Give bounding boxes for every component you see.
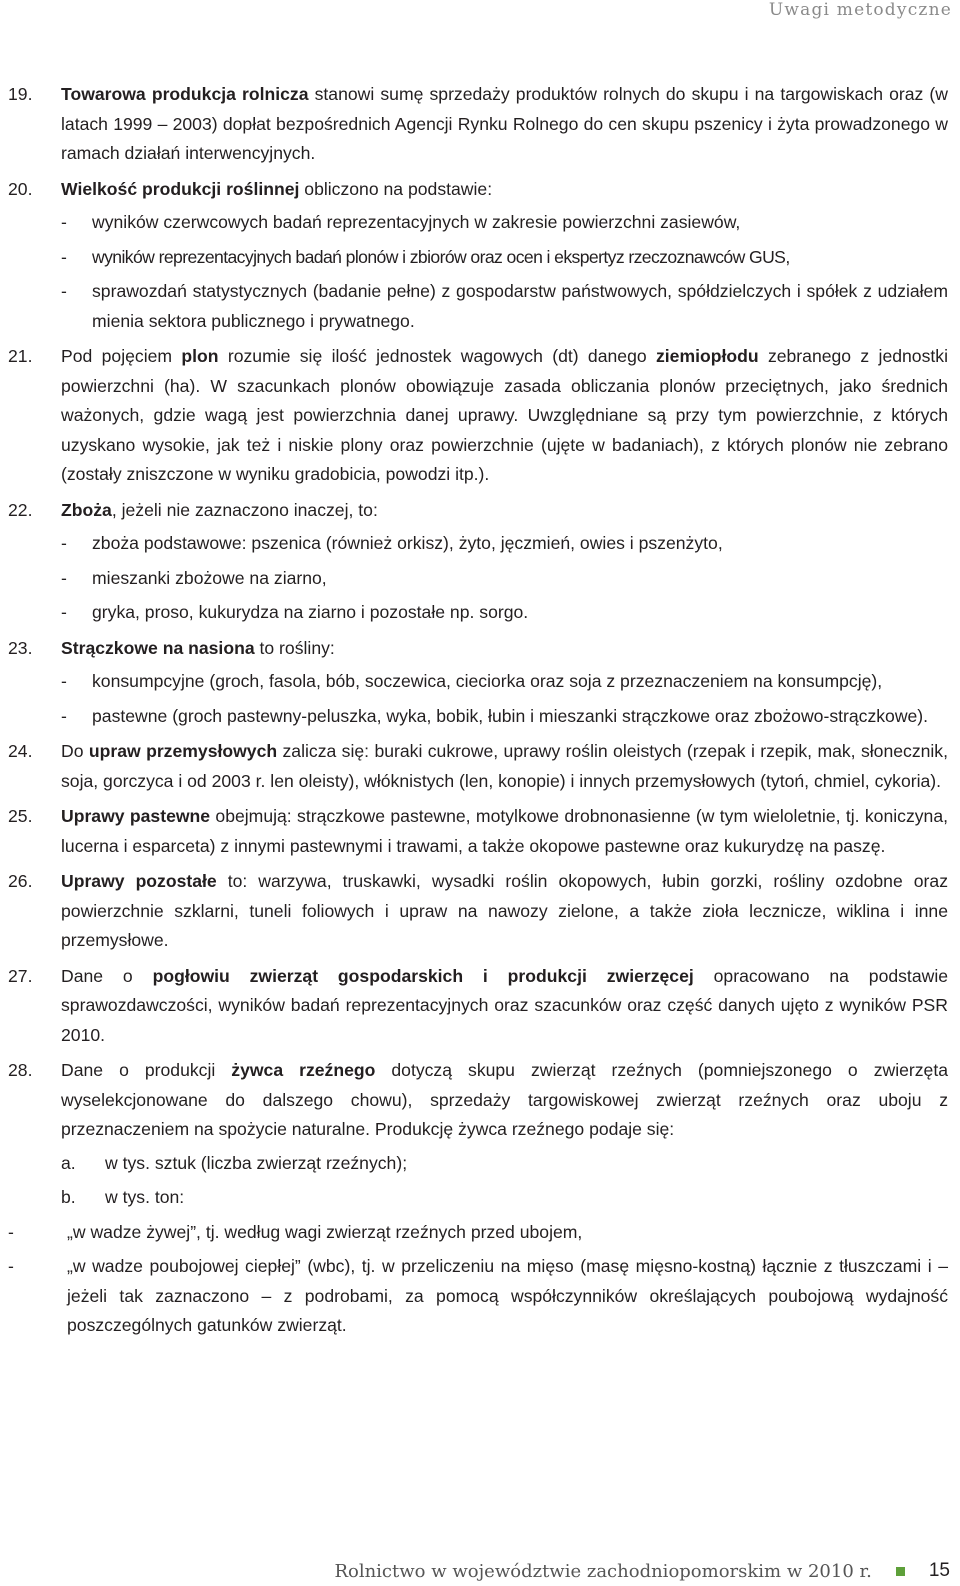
text-run: obliczono na podstawie:: [299, 178, 493, 199]
list-item-text: wyników czerwcowych badań reprezentacyjnych w zakresie powierzchni zasiewów,: [92, 212, 741, 232]
item-text: [61, 175, 948, 205]
text-run: Do: [61, 741, 89, 761]
dash-list: [61, 529, 948, 628]
dash-bullet: -: [61, 602, 67, 622]
list-item: [61, 598, 948, 628]
item-text: [61, 634, 948, 664]
term-bold: Uprawy pozostałe: [61, 871, 217, 891]
list-item: [8, 1252, 948, 1341]
text-run: Dane o: [61, 965, 153, 986]
dash-bullet: -: [61, 246, 67, 267]
list-item-text: konsumpcyjne (groch, fasola, bób, soczewica, cieciorka oraz soja z przeznaczeniem na konsumpcję),: [92, 671, 883, 691]
item-number: 28.: [8, 1060, 33, 1080]
term-bold: Strączkowe na nasiona: [61, 637, 255, 658]
list-item-text: „w wadze żywej”, tj. według wagi zwierząt rzeźnych przed ubojem,: [67, 1221, 583, 1242]
text-run: zalicza się: buraki cukrowe, uprawy roślin oleistych (rzepak i rzepik, mak, słonecznik, soja, gorczyca i od 2003 r. len oleisty), włóknistych (len, konopie) i innych przemysłowych (tytoń, chmiel, cykoria).: [61, 741, 948, 791]
list-item-text: gryka, proso, kukurydza na ziarno i pozostałe np. sorgo.: [92, 602, 529, 622]
term-bold: upraw przemysłowych: [88, 741, 278, 761]
definition-item: [8, 342, 948, 490]
list-item: [61, 564, 948, 594]
item-text: [61, 867, 948, 956]
page-footer: [334, 1556, 950, 1586]
term-bold: żywca rzeźnego: [231, 1060, 376, 1080]
definition-item: [8, 496, 948, 628]
term-bold: plon: [181, 346, 219, 366]
item-number: 19.: [8, 84, 33, 104]
text-run: to: warzywa, truskawki, wysadki roślin okopowych, łubin gorzki, rośliny ozdobne oraz powierzchnie szklarni, tuneli foliowych i upraw na nawozy zielone, a także zioła lecznicze, wiklina i inne przemysłowe.: [61, 871, 948, 950]
item-text: [61, 962, 948, 1051]
item-text: [61, 737, 948, 796]
item-number: 25.: [8, 806, 33, 826]
term-bold: pogłowiu zwierząt gospodarskich i produkcji zwierzęcej: [152, 965, 694, 986]
item-text: [61, 496, 948, 526]
list-item: [61, 702, 948, 732]
list-item: [61, 208, 948, 238]
item-text: [61, 80, 948, 169]
definition-item: [8, 962, 948, 1051]
definition-item: [8, 737, 948, 796]
dash-bullet: -: [61, 533, 67, 553]
text-run: obejmują: strączkowe pastewne, motylkowe drobnonasienne (w tym wieloletnie, tj. koniczyna, lucerna i esparceta) z innymi pastewnymi i trawami, a także okopowe pastewne oraz kukurydzę na paszę.: [61, 806, 948, 856]
dash-bullet: -: [61, 212, 67, 232]
list-item: [61, 277, 948, 336]
dash-bullet: -: [8, 1221, 14, 1242]
list-item-text: „w wadze poubojowej ciepłej” (wbc), tj. w przeliczeniu na mięso (masę mięsno-kostną) łącznie z tłuszczami i – jeżeli tak zaznaczono – z podrobami, za pomocą współczynników określających poubojową wydajność poszczególnych gatunków zwierząt.: [67, 1256, 948, 1335]
list-item-text: wyników reprezentacyjnych badań plonów i zbiorów oraz ocen i ekspertyz rzeczoznawców GUS,: [92, 246, 790, 267]
page-number: 15: [928, 1560, 950, 1581]
lettered-item: [61, 1149, 948, 1179]
term-bold: Zboża: [61, 499, 112, 520]
text-run: zebranego z jednostki powierzchni (ha). W szacunkach plonów obowiązuje zasada obliczania plonów przeciętnych, jako średnich ważonych, gdzie wagą jest powierzchnia danej uprawy. Uwzględniane są przy tym powierzchnie, z których uzyskano wysokie, jak też i niskie plony oraz powierzchnie (ujęte w badaniach), z których plonów nie zebrano (zostały zniszczone w wyniku gradobicia, powodzi itp.).: [61, 346, 948, 484]
term-bold: Uprawy pastewne: [61, 806, 211, 826]
item-number: 24.: [8, 741, 33, 761]
definition-item: [8, 634, 948, 732]
nested-dash-list: [8, 1218, 948, 1341]
term-bold: ziemiopłodu: [655, 346, 759, 366]
text-run: stanowi sumę sprzedaży produktów rolnych do skupu i na targowiskach oraz (w latach 1999 – 2003) dopłat bezpośrednich Agencji Rynku Rolnego do cen skupu pszenicy i żyta prowadzonego w ramach działań interwencyjnych.: [61, 84, 948, 163]
dash-bullet: -: [61, 281, 67, 301]
list-item-text: mieszanki zbożowe na ziarno,: [92, 567, 327, 588]
lettered-list: [61, 1149, 948, 1213]
list-item: [61, 667, 948, 697]
dash-bullet: -: [61, 705, 67, 726]
list-item: [8, 1218, 948, 1248]
dash-bullet: -: [8, 1256, 14, 1276]
item-text: [61, 342, 948, 490]
item-number: 27.: [8, 965, 33, 986]
text-run: Pod pojęciem: [61, 346, 182, 366]
item-letter: a.: [61, 1152, 76, 1173]
definition-item: [8, 80, 948, 169]
list-item-text: zboża podstawowe: pszenica (również orkisz), żyto, jęczmień, owies i pszenżyto,: [92, 533, 723, 553]
list-item: [61, 529, 948, 559]
term-bold: Towarowa produkcja rolnicza: [61, 84, 309, 104]
text-run: , jeżeli nie zaznaczono inaczej, to:: [111, 499, 378, 520]
item-number: 20.: [8, 178, 33, 199]
definition-item: [8, 802, 948, 861]
dash-bullet: -: [61, 567, 67, 588]
list-item-text: pastewne (groch pastewny-peluszka, wyka, bobik, łubin i mieszanki strączkowe oraz zbożowo-strączkowe).: [92, 705, 929, 726]
term-bold: Wielkość produkcji roślinnej: [61, 178, 300, 199]
text-run: opracowano na podstawie sprawozdawczości, wyników badań reprezentacyjnych oraz szacunków oraz część danych ujęto z wyników PSR 2010.: [61, 965, 949, 1045]
definition-item: [8, 1056, 948, 1341]
text-run: to rośliny:: [254, 637, 335, 658]
footer-publication-title: Rolnictwo w województwie zachodniopomorskim w 2010 r.: [334, 1560, 872, 1582]
definitions-content: [8, 80, 948, 1347]
dash-list: [61, 667, 948, 731]
dash-bullet: -: [61, 671, 67, 691]
item-number: 22.: [8, 499, 33, 520]
text-run: rozumie się ilość jednostek wagowych (dt) danego: [218, 346, 656, 366]
text-run: dotyczą skupu zwierząt rzeźnych (pomniejszonego o zwierzęta wyselekcjonowane do dalszego chowu), sprzedaży targowiskowej zwierząt rzeźnych oraz uboju z przeznaczeniem na spożycie naturalne. Produkcję żywca rzeźnego podaje się:: [61, 1060, 948, 1139]
definition-item: [8, 175, 948, 337]
running-header: Uwagi metodyczne: [768, 0, 952, 20]
list-item-text: sprawozdań statystycznych (badanie pełne) z gospodarstw państwowych, spółdzielczych i spółek z udziałem mienia sektora publicznego i prywatnego.: [92, 281, 948, 331]
lettered-item: [61, 1183, 948, 1213]
item-letter: b.: [61, 1187, 76, 1207]
definition-item: [8, 867, 948, 956]
list-item: [61, 243, 948, 273]
item-text: [61, 802, 948, 861]
item-text: [61, 1056, 948, 1145]
lettered-item-text: w tys. sztuk (liczba zwierząt rzeźnych);: [105, 1152, 408, 1173]
item-number: 23.: [8, 637, 33, 658]
item-number: 21.: [8, 346, 33, 366]
footer-square-icon: [896, 1567, 905, 1576]
lettered-item-text: w tys. ton:: [105, 1187, 185, 1207]
dash-list: [61, 208, 948, 336]
item-number: 26.: [8, 871, 33, 891]
text-run: Dane o produkcji: [61, 1060, 232, 1080]
